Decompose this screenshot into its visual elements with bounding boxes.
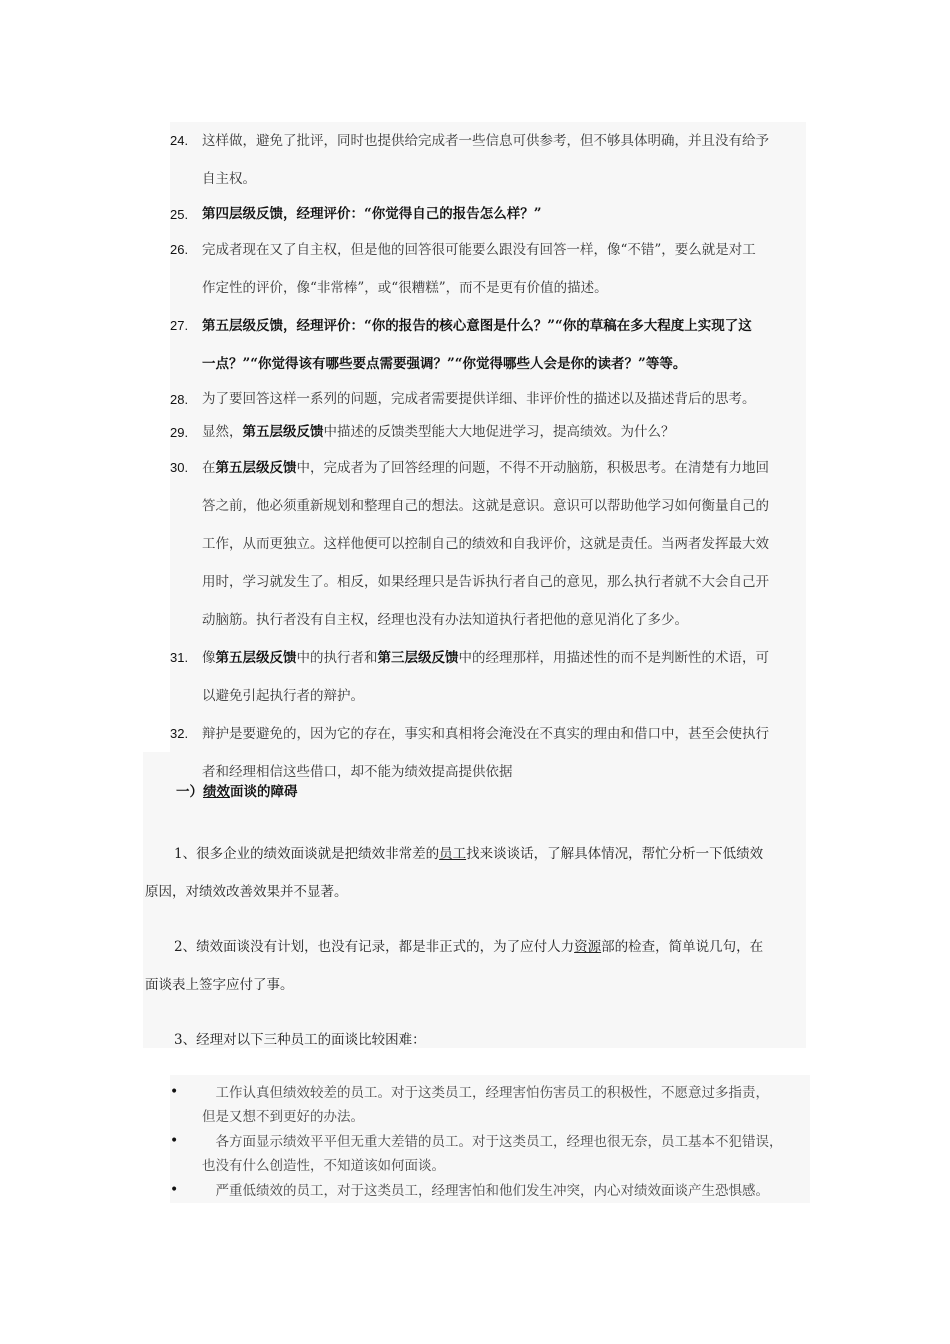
list-item-30 — [170, 449, 810, 639]
list-item-25 — [170, 198, 810, 231]
list-text: 这样做，避免了批评，同时也提供给完成者一些信息可供参考，但不够具体明确，并且没有给予 — [202, 133, 769, 149]
list-text: 动脑筋。执行者没有自主权，经理也没有办法知道执行者把他的意见消化了多少。 — [202, 612, 688, 628]
link-ziyuan[interactable]: 资源 — [574, 939, 602, 955]
bold-term: 第五层级反馈 — [215, 460, 297, 476]
bullet-item-2 — [170, 1130, 820, 1178]
list-text: 用时，学习就发生了。相反，如果经理只是告诉执行者自己的意见，那么执行者就不大会自己开 — [202, 574, 769, 590]
bullet-text: 严重低绩效的员工，对于这类员工，经理害怕和他们发生冲突，内心对绩效面谈产生恐惧感。 — [202, 1183, 769, 1199]
paragraph-2-line-2: 面谈表上签字应付了事。 — [145, 977, 294, 993]
list-number: 31. — [170, 650, 189, 665]
list-item-31 — [170, 639, 810, 715]
bold-term: 第五层级反馈 — [242, 424, 324, 440]
link-yuangong[interactable]: 员工 — [439, 846, 467, 862]
list-text: 第五层级反馈，经理评价：“你的报告的核心意图是什么？”“你的草稿在多大程度上实现了这 — [202, 318, 752, 334]
list-item-24 — [170, 122, 810, 198]
paragraph-3: 3、经理对以下三种员工的面谈比较困难： — [174, 1032, 426, 1048]
list-number: 26. — [170, 242, 189, 257]
bullet-text: 各方面显示绩效平平但无重大差错的员工。对于这类员工，经理也很无奈，员工基本不犯错误， — [202, 1134, 783, 1150]
list-text: 完成者现在又了自主权，但是他的回答很可能要么跟没有回答一样，像“不错”，要么就是对工 — [202, 242, 756, 258]
list-item-26 — [170, 231, 810, 307]
bold-term: 第三层级反馈 — [377, 650, 459, 666]
bullet-icon: • — [170, 1133, 179, 1149]
list-number: 29. — [170, 425, 189, 440]
list-item-27 — [170, 307, 810, 383]
bullet-icon: • — [170, 1084, 179, 1100]
bullet-icon: • — [170, 1182, 179, 1198]
list-text: 为了要回答这样一系列的问题，完成者需要提供详细、非评价性的描述以及描述背后的思考。 — [202, 391, 756, 407]
list-text: 辩护是要避免的，因为它的存在，事实和真相将会淹没在不真实的理由和借口中，甚至会使执行 — [202, 726, 769, 742]
list-number: 32. — [170, 726, 189, 741]
list-number: 27. — [170, 318, 189, 333]
list-item-29 — [170, 416, 810, 449]
bullet-text: 工作认真但绩效较差的员工。对于这类员工，经理害怕伤害员工的积极性，不愿意过多指责， — [202, 1085, 769, 1101]
section-heading: 一）绩效面谈的障碍 — [176, 784, 298, 800]
list-item-28 — [170, 383, 810, 416]
list-text: 第四层级反馈，经理评价：“你觉得自己的报告怎么样？” — [202, 206, 542, 222]
bullet-item-1 — [170, 1081, 820, 1129]
list-text: 者和经理相信这些借口，却不能为绩效提高提供依据 — [202, 764, 513, 780]
bullet-text: 也没有什么创造性，不知道该如何面谈。 — [202, 1158, 445, 1174]
list-text: 一点？”“你觉得该有哪些要点需要强调？”“你觉得哪些人会是你的读者？”等等。 — [202, 356, 687, 372]
paragraph-2-line-1: 2、绩效面谈没有计划，也没有记录，都是非正式的，为了应付人力资源部的检查，简单说几句，在 — [174, 939, 764, 955]
list-text: 作定性的评价，像“非常棒”，或“很糟糕”，而不是更有价值的描述。 — [202, 280, 608, 296]
list-number: 24. — [170, 133, 189, 148]
bullet-text: 但是又想不到更好的办法。 — [202, 1109, 364, 1125]
paragraph-1-line-2: 原因，对绩效改善效果并不显著。 — [145, 884, 348, 900]
list-text: 像第五层级反馈中的执行者和第三层级反馈中的经理那样，用描述性的而不是判断性的术语，可 — [202, 650, 769, 666]
link-jixiao[interactable]: 绩效 — [203, 784, 230, 800]
bullet-item-3 — [170, 1179, 820, 1203]
numbered-list — [170, 122, 810, 791]
paragraph-1-line-1: 1、很多企业的绩效面谈就是把绩效非常差的员工找来谈谈话，了解具体情况，帮忙分析一下低绩效 — [174, 846, 764, 862]
bold-term: 第五层级反馈 — [215, 650, 297, 666]
list-text: 答之前，他必须重新规划和整理自己的想法。这就是意识。意识可以帮助他学习如何衡量自己的 — [202, 498, 769, 514]
list-text: 工作，从而更独立。这样他便可以控制自己的绩效和自我评价，这就是责任。当两者发挥最大效 — [202, 536, 769, 552]
list-text: 显然，第五层级反馈中描述的反馈类型能大大地促进学习，提高绩效。为什么？ — [202, 424, 675, 440]
list-text: 自主权。 — [202, 171, 256, 187]
list-text: 在第五层级反馈中，完成者为了回答经理的问题，不得不开动脑筋，积极思考。在清楚有力地回 — [202, 460, 769, 476]
list-number: 30. — [170, 460, 189, 475]
list-number: 25. — [170, 207, 189, 222]
list-number: 28. — [170, 392, 189, 407]
list-text: 以避免引起执行者的辩护。 — [202, 688, 364, 704]
